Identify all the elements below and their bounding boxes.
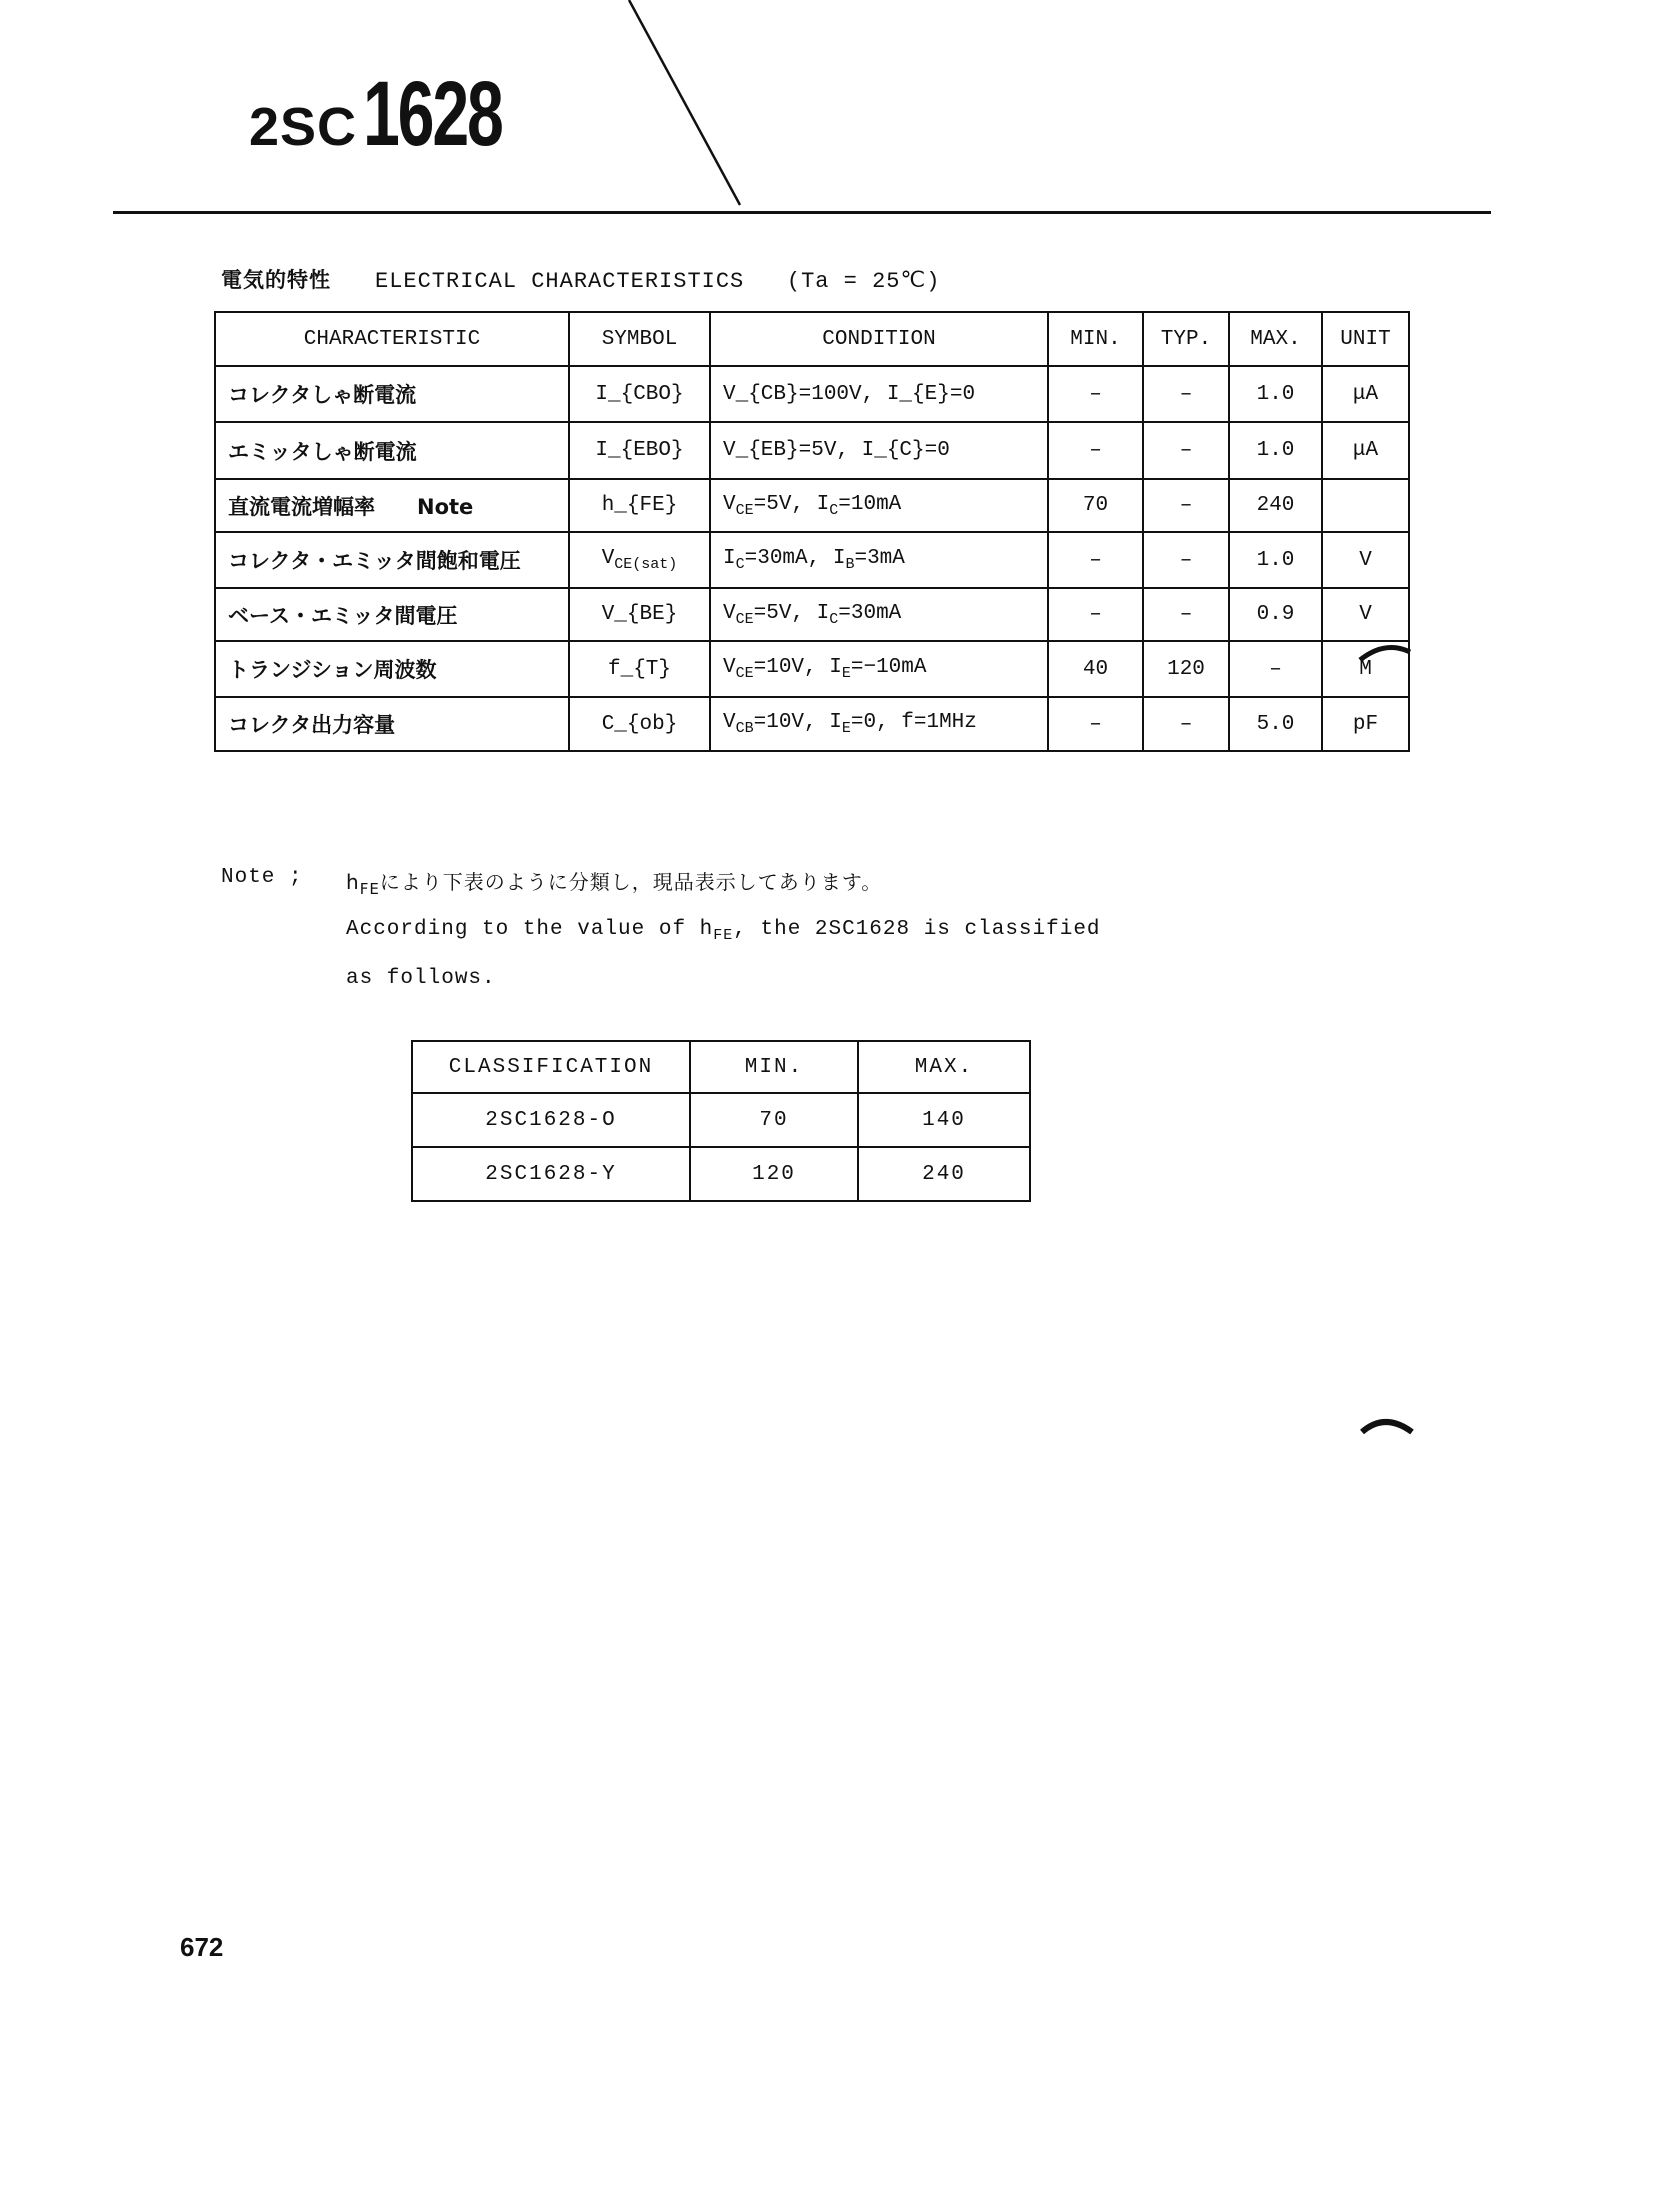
max-cell: 1.0 xyxy=(1229,532,1322,588)
subscript: B xyxy=(845,556,855,573)
subscript: CE xyxy=(735,610,754,628)
characteristic-cell: トランジション周波数 xyxy=(215,641,569,697)
unit-cell: pF xyxy=(1322,697,1409,751)
subscript: C xyxy=(829,501,839,519)
subscript: FE xyxy=(713,927,734,944)
table-header-row xyxy=(215,312,1409,366)
condition-cell: $V_{CE}=5V$, $I_C=10mA$ xyxy=(710,479,1048,532)
subscript: C xyxy=(829,610,839,628)
symbol-cell: f_{T} xyxy=(569,641,710,697)
table-row xyxy=(215,422,1409,479)
unit-cell: μA xyxy=(1322,366,1409,422)
section-title-en: ELECTRICAL CHARACTERISTICS xyxy=(375,269,745,294)
table-row xyxy=(215,532,1409,588)
column-header-condition: CONDITION xyxy=(710,312,1048,366)
column-header-characteristic: CHARACTERISTIC xyxy=(215,312,569,366)
table-row xyxy=(215,697,1409,751)
max-cell: 5.0 xyxy=(1229,697,1322,751)
page-number: 672 xyxy=(180,1932,224,1962)
table-row xyxy=(412,1147,1030,1201)
max-cell: 1.0 xyxy=(1229,422,1322,479)
subscript: E xyxy=(841,665,851,682)
typ-cell: – xyxy=(1143,479,1229,532)
header-diagonal-line xyxy=(0,0,1660,260)
min-cell: – xyxy=(1048,366,1143,422)
symbol-cell: $V_{CE(sat)}$ xyxy=(569,532,710,588)
characteristic-cell: コレクタ出力容量 xyxy=(215,697,569,751)
part-number: 1628 xyxy=(363,63,502,165)
unit-cell: V xyxy=(1322,588,1409,641)
condition-cell: $V_{CE}=10V$, $I_E=-10mA$ xyxy=(710,641,1048,697)
condition-cell: V_{EB}=5V, I_{C}=0 xyxy=(710,422,1048,479)
table-header-row xyxy=(412,1041,1030,1093)
column-header-max: MAX. xyxy=(858,1041,1030,1093)
typ-cell: 120 xyxy=(1143,641,1229,697)
electrical-characteristics-table xyxy=(214,311,1410,752)
typ-cell: – xyxy=(1143,422,1229,479)
min-cell: 120 xyxy=(690,1147,858,1201)
column-header-classification: CLASSIFICATION xyxy=(412,1041,690,1093)
subscript: CB xyxy=(735,720,754,737)
symbol-cell: I_{EBO} xyxy=(569,422,710,479)
column-header-typ: TYP. xyxy=(1143,312,1229,366)
typ-cell: – xyxy=(1143,588,1229,641)
classification-cell: 2SC1628-Y xyxy=(412,1147,690,1201)
subscript: CE(sat) xyxy=(614,556,678,573)
typ-cell: – xyxy=(1143,532,1229,588)
note-line-en-1: According to the value of $h_{FE}$, the 2SC1628 is classified xyxy=(346,918,1101,944)
classification-table xyxy=(411,1040,1031,1202)
max-cell: 240 xyxy=(1229,479,1322,532)
section-title xyxy=(221,264,940,294)
condition-cell: V_{CB}=100V, I_{E}=0 xyxy=(710,366,1048,422)
unit-cell xyxy=(1322,479,1409,532)
min-cell: – xyxy=(1048,588,1143,641)
symbol-cell: C_{ob} xyxy=(569,697,710,751)
table-row xyxy=(215,366,1409,422)
scan-mark xyxy=(1355,640,1415,680)
note-label: Note ; xyxy=(221,866,303,889)
typ-cell: – xyxy=(1143,366,1229,422)
min-cell: – xyxy=(1048,422,1143,479)
column-header-min: MIN. xyxy=(1048,312,1143,366)
min-cell: 70 xyxy=(690,1093,858,1147)
max-cell: 140 xyxy=(858,1093,1030,1147)
column-header-symbol: SYMBOL xyxy=(569,312,710,366)
part-prefix: 2SC xyxy=(249,97,358,157)
characteristic-cell: ベース・エミッタ間電圧 xyxy=(215,588,569,641)
characteristic-cell: エミッタしゃ断電流 xyxy=(215,422,569,479)
min-cell: 70 xyxy=(1048,479,1143,532)
typ-cell: – xyxy=(1143,697,1229,751)
table-row xyxy=(215,588,1409,641)
unit-cell: μA xyxy=(1322,422,1409,479)
table-row xyxy=(215,641,1409,697)
max-cell: 0.9 xyxy=(1229,588,1322,641)
scan-mark xyxy=(1360,1410,1420,1440)
condition-cell: $V_{CB}=10V$, $I_E=0$, f=1MHz xyxy=(710,697,1048,751)
symbol-cell: I_{CBO} xyxy=(569,366,710,422)
note-line-en-2: as follows. xyxy=(346,967,496,990)
condition-cell: $V_{CE}=5V$, $I_C=30mA$ xyxy=(710,588,1048,641)
subscript: CE xyxy=(735,665,754,682)
max-cell: 1.0 xyxy=(1229,366,1322,422)
column-header-unit: UNIT xyxy=(1322,312,1409,366)
table-row xyxy=(412,1093,1030,1147)
subscript: E xyxy=(841,720,851,737)
subscript: FE xyxy=(359,880,380,898)
header-rule xyxy=(113,211,1491,214)
max-cell: – xyxy=(1229,641,1322,697)
unit-cell: M xyxy=(1322,641,1409,697)
column-header-min: MIN. xyxy=(690,1041,858,1093)
symbol-cell: h_{FE} xyxy=(569,479,710,532)
note-line-jp: $h_{FE}$により下表のように分類し，現品表示してあります。 xyxy=(346,870,883,898)
subscript: C xyxy=(735,556,745,573)
characteristic-cell: 直流電流増幅率 Note xyxy=(215,479,569,532)
condition-cell: $I_C=30mA$, $I_B=3mA$ xyxy=(710,532,1048,588)
classification-cell: 2SC1628-O xyxy=(412,1093,690,1147)
unit-cell: V xyxy=(1322,532,1409,588)
min-cell: – xyxy=(1048,697,1143,751)
section-title-jp: 電気的特性 xyxy=(221,268,331,292)
min-cell: 40 xyxy=(1048,641,1143,697)
symbol-cell: V_{BE} xyxy=(569,588,710,641)
section-condition: (Ta = 25℃) xyxy=(786,269,941,294)
subscript: CE xyxy=(735,501,754,519)
characteristic-cell: コレクタ・エミッタ間飽和電圧 xyxy=(215,532,569,588)
characteristic-cell: コレクタしゃ断電流 xyxy=(215,366,569,422)
min-cell: – xyxy=(1048,532,1143,588)
table-row xyxy=(215,479,1409,532)
column-header-max: MAX. xyxy=(1229,312,1322,366)
max-cell: 240 xyxy=(858,1147,1030,1201)
